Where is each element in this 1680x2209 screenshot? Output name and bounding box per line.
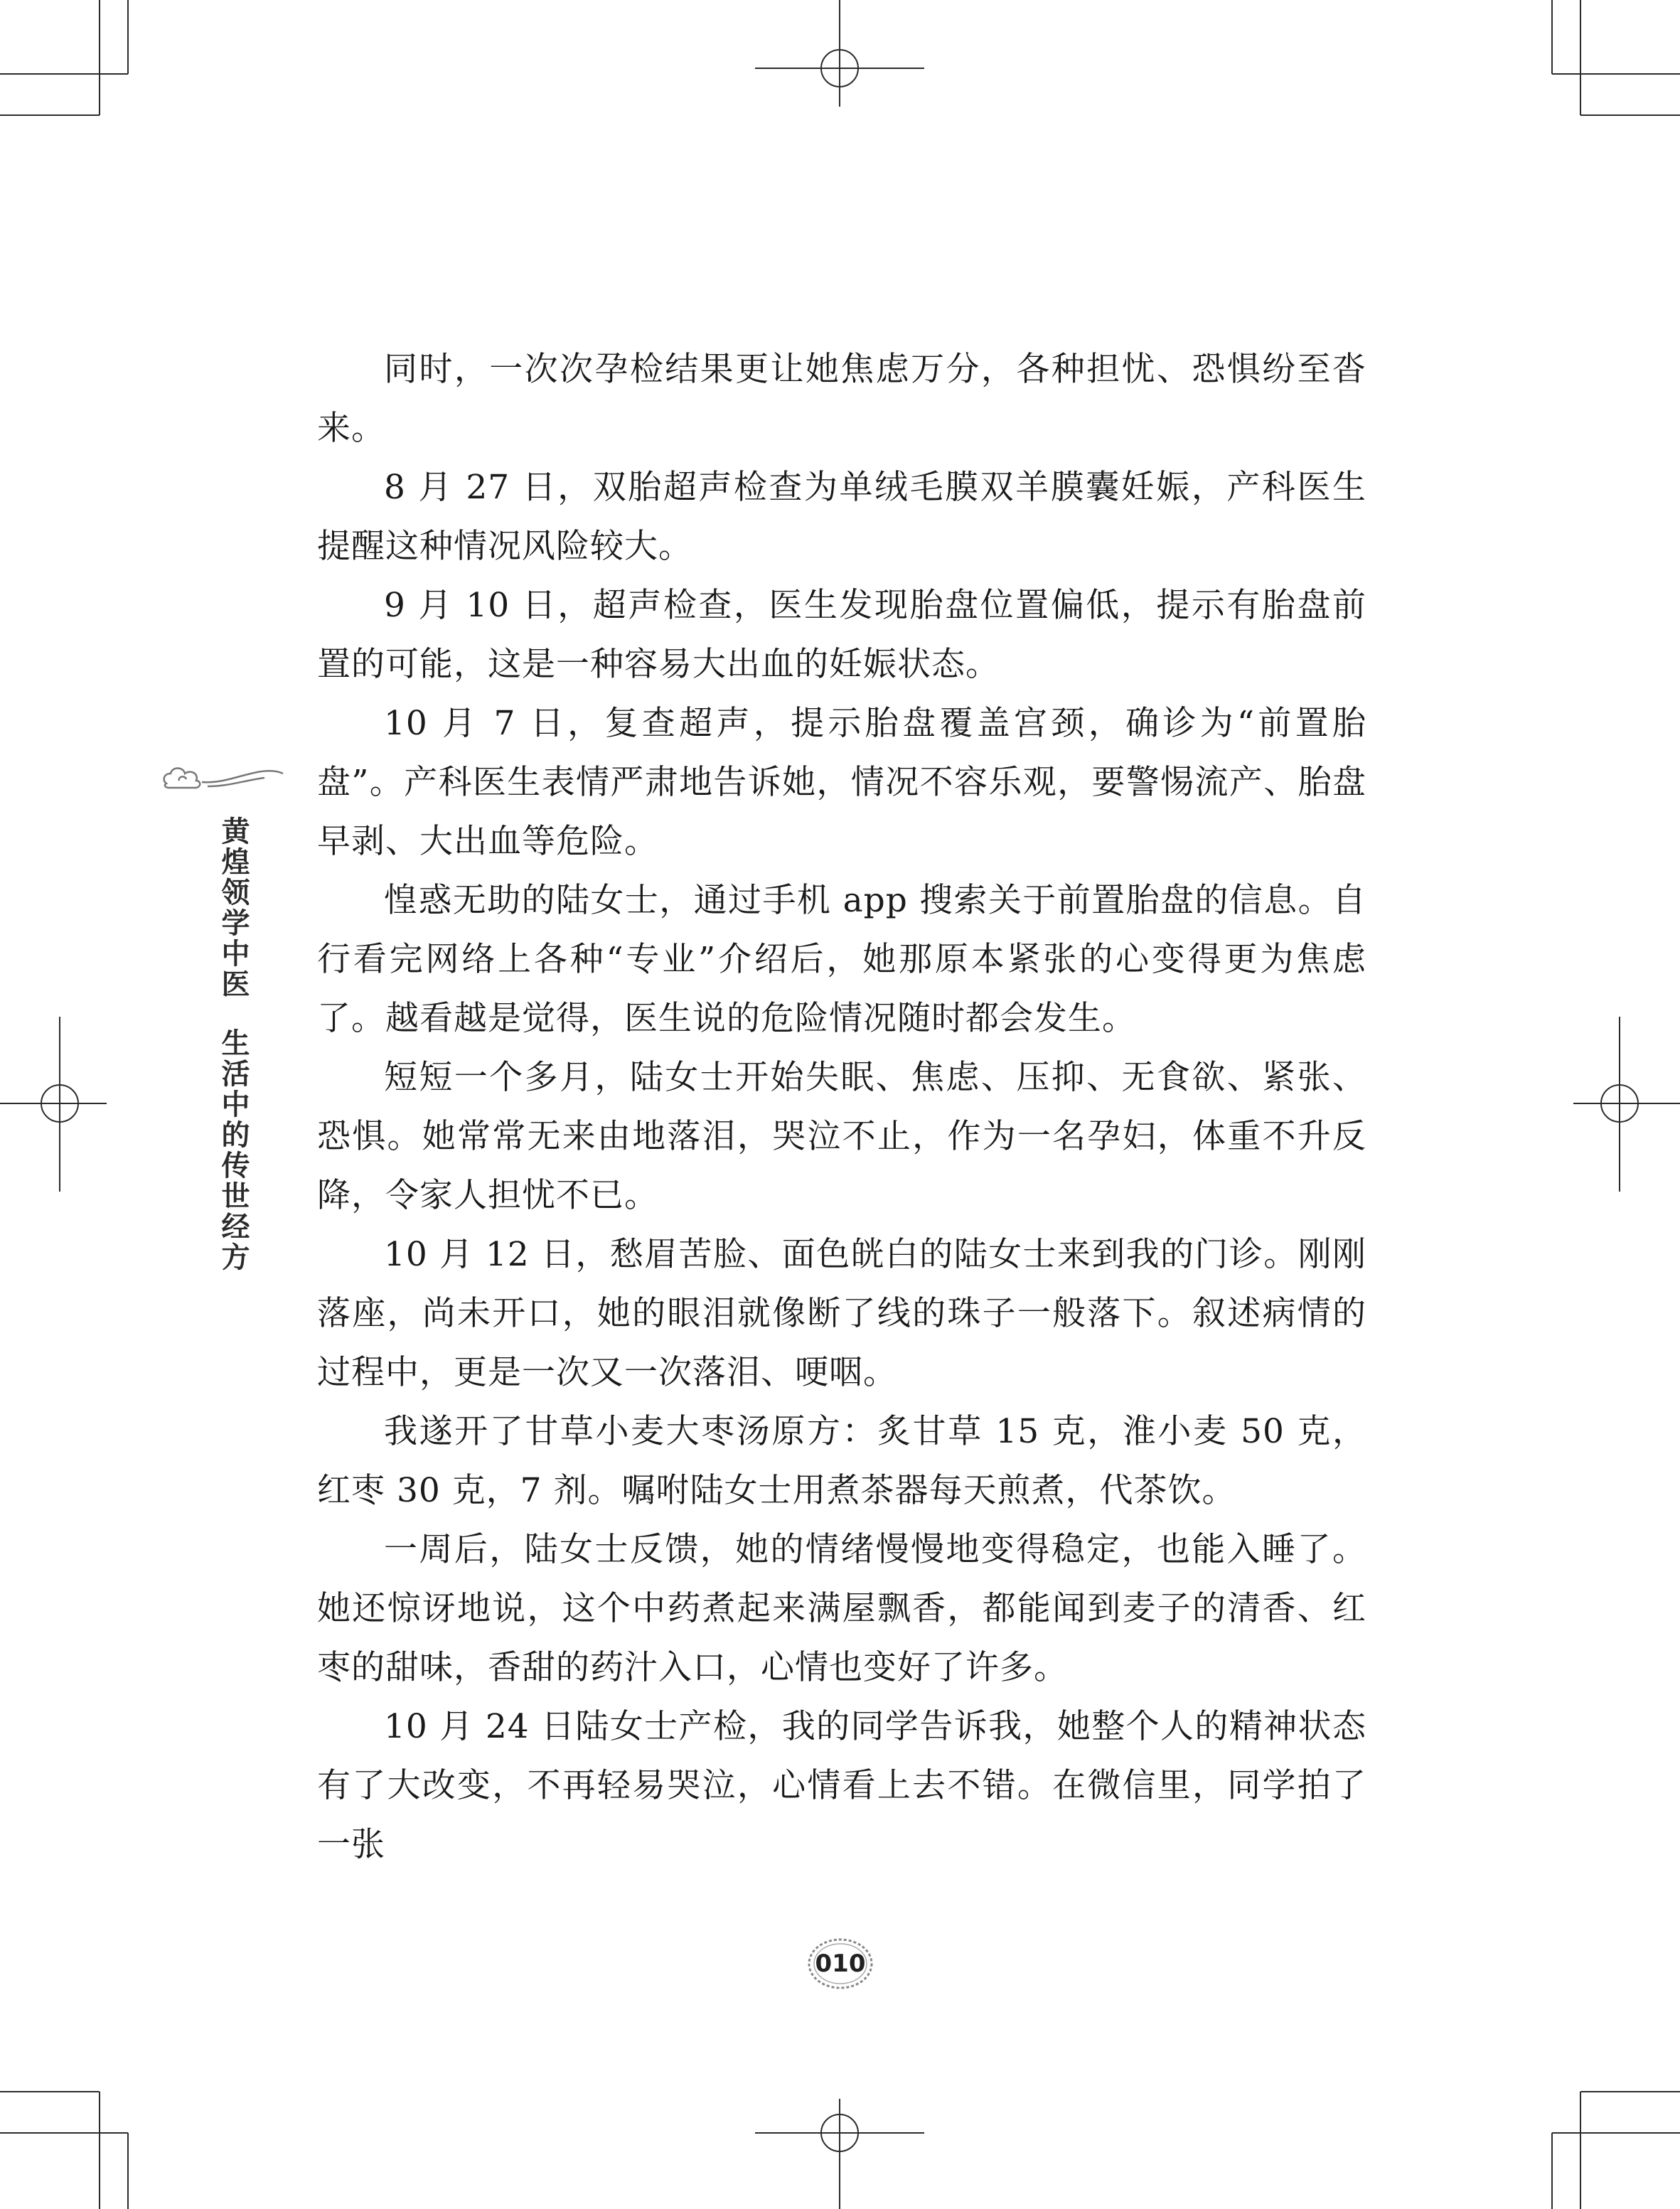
paragraph: 9 月 10 日，超声检查，医生发现胎盘位置偏低，提示有胎盘前置的可能，这是一种容易大出血的妊娠状态。 bbox=[317, 586, 1366, 684]
paragraph: 同时，一次次孕检结果更让她焦虑万分，各种担忧、恐惧纷至沓来。 bbox=[317, 350, 1366, 448]
page-number-badge bbox=[798, 1934, 883, 1998]
paragraph: 一周后，陆女士反馈，她的情绪慢慢地变得稳定，也能入睡了。她还惊讶地说，这个中药煮起来满屋飘香，都能闻到麦子的清香、红枣的甜味，香甜的药汁入口，心情也变好了许多。 bbox=[317, 1530, 1366, 1687]
side-book-title bbox=[206, 816, 249, 1273]
cloud-ornament-icon bbox=[158, 755, 286, 798]
page-number: 010 bbox=[815, 1949, 866, 1978]
paragraph: 惶惑无助的陆女士，通过手机 app 搜索关于前置胎盘的信息。自行看完网络上各种“专业”介绍后，她那原本紧张的心变得更为焦虑了。越看越是觉得，医生说的危险情况随时都会发生。 bbox=[317, 881, 1366, 1038]
paragraph: 我遂开了甘草小麦大枣汤原方：炙甘草 15 克，淮小麦 50 克，红枣 30 克，7 剂。嘱咐陆女士用煮茶器每天煎煮，代茶饮。 bbox=[317, 1412, 1366, 1510]
paragraph: 10 月 24 日陆女士产检，我的同学告诉我，她整个人的精神状态有了大改变，不再轻易哭泣，心情看上去不错。在微信里，同学拍了一张 bbox=[317, 1707, 1366, 1864]
paragraph: 10 月 12 日，愁眉苦脸、面色㿠白的陆女士来到我的门诊。刚刚落座，尚未开口，她的眼泪就像断了线的珠子一般落下。叙述病情的过程中，更是一次又一次落泪、哽咽。 bbox=[317, 1235, 1366, 1392]
body-text bbox=[317, 340, 1366, 1874]
side-title-series: 黄煌领学中医 bbox=[217, 816, 250, 1000]
side-title-book: 生活中的传世经方 bbox=[217, 1028, 250, 1273]
paragraph: 短短一个多月，陆女士开始失眠、焦虑、压抑、无食欲、紧张、恐惧。她常常无来由地落泪，哭泣不止，作为一名孕妇，体重不升反降，令家人担忧不已。 bbox=[317, 1058, 1366, 1215]
paragraph: 10 月 7 日，复查超声，提示胎盘覆盖宫颈，确诊为“前置胎盘”。产科医生表情严肃地告诉她，情况不容乐观，要警惕流产、胎盘早剥、大出血等危险。 bbox=[317, 704, 1366, 861]
paragraph: 8 月 27 日，双胎超声检查为单绒毛膜双羊膜囊妊娠，产科医生提醒这种情况风险较大。 bbox=[317, 468, 1366, 566]
